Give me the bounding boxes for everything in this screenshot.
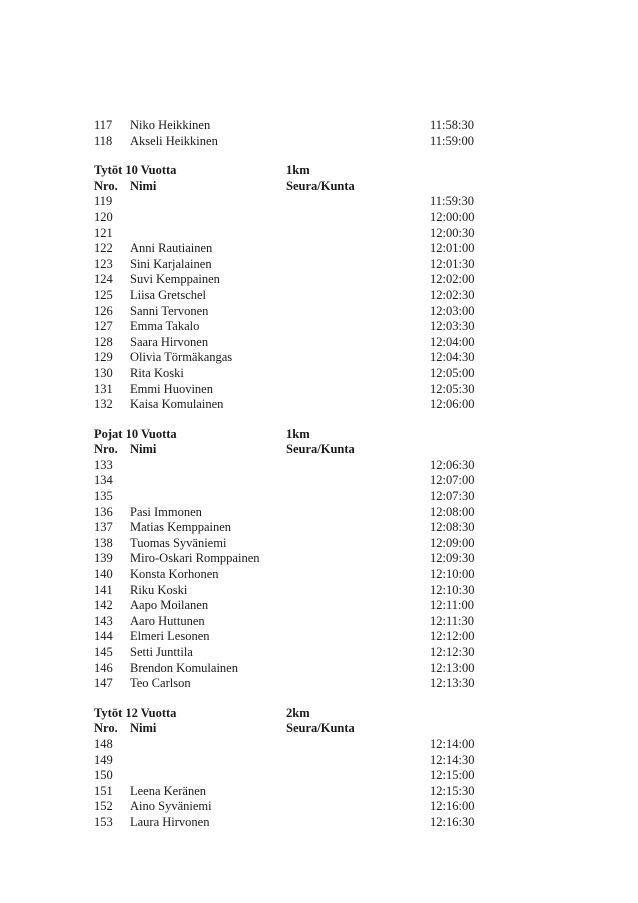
start-time: 12:14:30 xyxy=(430,752,475,767)
runner-number: 125 xyxy=(94,287,113,302)
runner-name: Sanni Tervonen xyxy=(130,303,209,318)
runner-name: Kaisa Komulainen xyxy=(130,397,224,412)
start-time: 12:12:30 xyxy=(430,645,475,659)
header-club: Seura/Kunta xyxy=(286,721,355,736)
table-row xyxy=(0,194,638,210)
column-header-row xyxy=(0,721,638,737)
start-time: 12:09:00 xyxy=(430,535,475,550)
header-nro: Nro. xyxy=(94,721,118,736)
runner-number: 128 xyxy=(94,334,113,349)
table-row xyxy=(0,319,638,335)
runner-name: Matias Kemppainen xyxy=(130,520,232,535)
start-time: 12:03:00 xyxy=(430,303,475,318)
race-section xyxy=(0,427,638,692)
section-distance: 1km xyxy=(286,163,310,178)
runner-name: Emma Takalo xyxy=(130,319,200,334)
race-section xyxy=(0,163,638,413)
table-row xyxy=(0,505,638,521)
runner-number: 122 xyxy=(94,241,113,256)
runner-number: 140 xyxy=(94,567,113,582)
runner-number: 127 xyxy=(94,319,113,334)
start-time: 11:59:30 xyxy=(430,194,474,209)
runner-name: Suvi Kemppainen xyxy=(130,272,220,287)
table-row xyxy=(0,784,638,800)
table-row xyxy=(0,768,638,784)
runner-name: Leena Keränen xyxy=(130,783,206,798)
runner-number: 129 xyxy=(94,350,113,365)
start-time: 12:10:00 xyxy=(430,567,475,582)
header-nro: Nro. xyxy=(94,178,118,193)
start-time: 12:10:30 xyxy=(430,582,475,597)
header-name: Nimi xyxy=(130,721,157,736)
runner-name: Elmeri Lesonen xyxy=(130,629,210,644)
table-row xyxy=(0,304,638,320)
table-row xyxy=(0,118,638,134)
start-list-document xyxy=(0,118,638,831)
start-time: 12:13:30 xyxy=(430,676,475,691)
runner-name: Aino Syväniemi xyxy=(130,799,212,814)
start-time: 12:14:00 xyxy=(430,736,475,751)
runner-number: 148 xyxy=(94,736,113,751)
runner-name: Riku Koski xyxy=(130,582,188,597)
runner-name: Teo Carlson xyxy=(130,676,191,691)
table-row xyxy=(0,614,638,630)
header-nro: Nro. xyxy=(94,442,118,457)
start-time: 12:00:30 xyxy=(430,225,475,240)
start-time: 11:58:30 xyxy=(430,118,474,132)
section-title-row xyxy=(0,706,638,722)
section-title: Pojat 10 Vuotta xyxy=(94,426,177,441)
column-header-row xyxy=(0,442,638,458)
runner-number: 143 xyxy=(94,613,113,628)
column-header-row xyxy=(0,179,638,195)
runner-number: 141 xyxy=(94,582,113,597)
table-row xyxy=(0,134,638,150)
runner-number: 131 xyxy=(94,381,113,396)
start-time: 12:00:00 xyxy=(430,209,475,224)
table-row xyxy=(0,815,638,831)
header-name: Nimi xyxy=(130,178,157,193)
start-time: 12:05:30 xyxy=(430,381,475,396)
runner-number: 121 xyxy=(94,225,113,240)
table-row xyxy=(0,366,638,382)
start-time: 12:08:00 xyxy=(430,504,475,519)
start-time: 12:16:30 xyxy=(430,814,475,829)
table-row xyxy=(0,288,638,304)
start-time: 12:15:30 xyxy=(430,783,475,798)
runner-number: 153 xyxy=(94,814,113,829)
runner-number: 144 xyxy=(94,629,113,644)
runner-name: Tuomas Syväniemi xyxy=(130,535,227,550)
section-title-row xyxy=(0,427,638,443)
runner-name: Konsta Korhonen xyxy=(130,567,219,582)
runner-name: Rita Koski xyxy=(130,365,184,380)
runner-name: Olivia Törmäkangas xyxy=(130,350,233,365)
table-row xyxy=(0,753,638,769)
runner-name: Brendon Komulainen xyxy=(130,660,238,675)
table-row xyxy=(0,272,638,288)
table-row xyxy=(0,799,638,815)
runner-name: Pasi Immonen xyxy=(130,504,202,519)
section-distance: 2km xyxy=(286,705,310,720)
runner-number: 149 xyxy=(94,752,113,767)
table-row xyxy=(0,645,638,661)
runner-name: Saara Hirvonen xyxy=(130,334,209,349)
table-row xyxy=(0,257,638,273)
start-time: 12:09:30 xyxy=(430,551,475,566)
table-row xyxy=(0,598,638,614)
runner-number: 137 xyxy=(94,520,113,535)
race-section xyxy=(0,118,638,149)
runner-name: Emmi Huovinen xyxy=(130,381,213,396)
table-row xyxy=(0,382,638,398)
runner-name: Anni Rautiainen xyxy=(130,241,213,256)
table-row xyxy=(0,676,638,692)
header-name: Nimi xyxy=(130,442,157,457)
runner-number: 134 xyxy=(94,473,113,488)
table-row xyxy=(0,335,638,351)
runner-number: 135 xyxy=(94,489,113,504)
start-time: 11:59:00 xyxy=(430,133,474,148)
section-title: Tytöt 12 Vuotta xyxy=(94,705,177,720)
runner-name: Setti Junttila xyxy=(130,645,193,659)
runner-number: 147 xyxy=(94,676,113,691)
table-row xyxy=(0,241,638,257)
runner-name: Laura Hirvonen xyxy=(130,814,210,829)
start-time: 12:01:00 xyxy=(430,241,475,256)
runner-number: 138 xyxy=(94,535,113,550)
section-distance: 1km xyxy=(286,426,310,441)
section-title: Tytöt 10 Vuotta xyxy=(94,163,177,178)
runner-number: 150 xyxy=(94,768,113,783)
runner-name: Aapo Moilanen xyxy=(130,598,209,613)
runner-number: 133 xyxy=(94,457,113,472)
start-time: 12:08:30 xyxy=(430,520,475,535)
runner-number: 119 xyxy=(94,194,113,209)
start-time: 12:07:00 xyxy=(430,473,475,488)
table-row xyxy=(0,583,638,599)
runner-name: Akseli Heikkinen xyxy=(130,133,218,148)
header-club: Seura/Kunta xyxy=(286,178,355,193)
runner-number: 126 xyxy=(94,303,113,318)
runner-number: 145 xyxy=(94,645,113,659)
runner-number: 130 xyxy=(94,365,113,380)
start-time: 12:05:00 xyxy=(430,365,475,380)
table-row xyxy=(0,397,638,413)
runner-name: Liisa Gretschel xyxy=(130,287,207,302)
runner-number: 151 xyxy=(94,783,113,798)
start-time: 12:11:00 xyxy=(430,598,474,613)
start-time: 12:15:00 xyxy=(430,768,475,783)
runner-number: 136 xyxy=(94,504,113,519)
runner-number: 152 xyxy=(94,799,113,814)
runner-number: 146 xyxy=(94,660,113,675)
table-row xyxy=(0,458,638,474)
start-time: 12:04:00 xyxy=(430,334,475,349)
table-row xyxy=(0,551,638,567)
start-time: 12:04:30 xyxy=(430,350,475,365)
table-row xyxy=(0,489,638,505)
start-time: 12:02:00 xyxy=(430,272,475,287)
runner-name: Sini Karjalainen xyxy=(130,256,212,271)
start-time: 12:06:30 xyxy=(430,457,475,472)
table-row xyxy=(0,350,638,366)
table-row xyxy=(0,520,638,536)
table-row xyxy=(0,210,638,226)
table-row xyxy=(0,536,638,552)
runner-number: 132 xyxy=(94,397,113,412)
table-row xyxy=(0,661,638,677)
start-time: 12:06:00 xyxy=(430,397,475,412)
start-time: 12:11:30 xyxy=(430,613,474,628)
runner-number: 123 xyxy=(94,256,113,271)
start-time: 12:03:30 xyxy=(430,319,475,334)
header-club: Seura/Kunta xyxy=(286,442,355,457)
start-time: 12:01:30 xyxy=(430,256,475,271)
runner-name: Miro-Oskari Romppainen xyxy=(130,551,260,566)
table-row xyxy=(0,737,638,753)
table-row xyxy=(0,629,638,645)
race-section xyxy=(0,706,638,831)
runner-number: 142 xyxy=(94,598,113,613)
table-row xyxy=(0,567,638,583)
runner-number: 120 xyxy=(94,209,113,224)
runner-name: Niko Heikkinen xyxy=(130,118,211,132)
runner-number: 117 xyxy=(94,118,113,132)
section-title-row xyxy=(0,163,638,179)
start-time: 12:16:00 xyxy=(430,799,475,814)
runner-name: Aaro Huttunen xyxy=(130,613,205,628)
start-time: 12:07:30 xyxy=(430,489,475,504)
start-time: 12:12:00 xyxy=(430,629,475,644)
runner-number: 139 xyxy=(94,551,113,566)
start-time: 12:13:00 xyxy=(430,660,475,675)
runner-number: 118 xyxy=(94,133,113,148)
runner-number: 124 xyxy=(94,272,113,287)
table-row xyxy=(0,226,638,242)
start-time: 12:02:30 xyxy=(430,287,475,302)
table-row xyxy=(0,473,638,489)
